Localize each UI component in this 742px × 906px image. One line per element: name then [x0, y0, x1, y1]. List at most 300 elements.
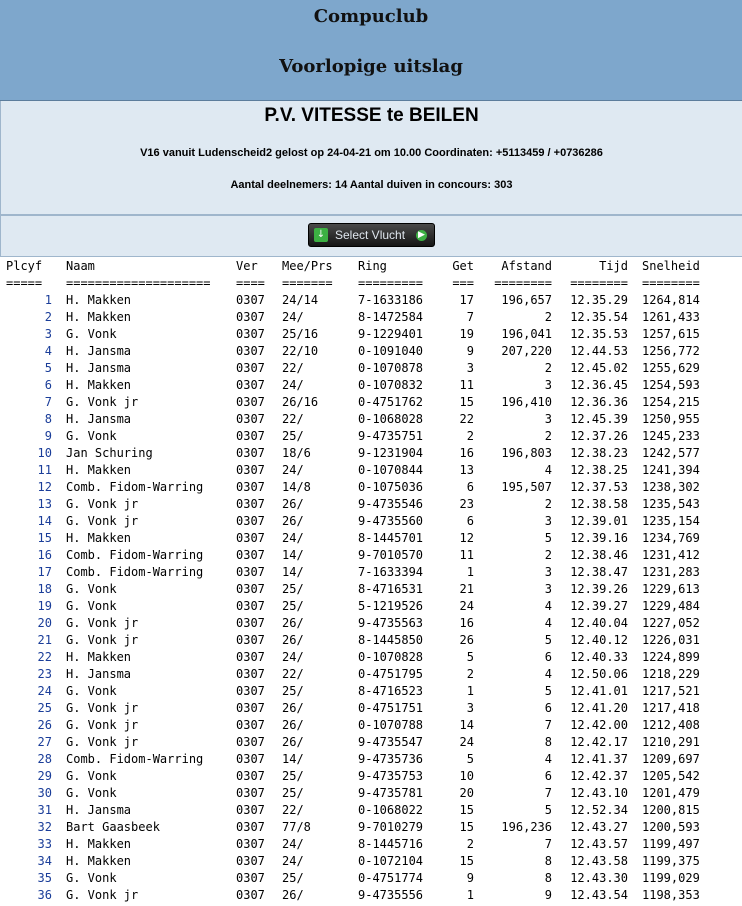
cell-mee-prs: 24/	[282, 310, 304, 324]
separator: =========	[358, 276, 424, 290]
table-row	[0, 343, 742, 360]
cell-plcyf: 12	[37, 480, 52, 494]
cell-snelheid: 1238,302	[642, 480, 700, 494]
cell-naam: G. Vonk jr	[66, 514, 139, 528]
cell-mee-prs: 25/	[282, 599, 304, 613]
cell-naam: H. Makken	[66, 310, 132, 324]
table-row	[0, 870, 742, 887]
cell-afstand: 4	[544, 599, 552, 613]
cell-ring: 8-1445701	[358, 531, 424, 545]
cell-tijd: 12.41.01	[570, 684, 628, 698]
cell-ring: 0-1070828	[358, 650, 424, 664]
cell-ring: 9-4735560	[358, 514, 424, 528]
cell-ring: 9-4735753	[358, 769, 424, 783]
cell-naam: H. Jansma	[66, 344, 132, 358]
cell-ver: 0307	[236, 497, 265, 511]
cell-tijd: 12.35.29	[570, 293, 628, 307]
cell-get: 14	[459, 718, 474, 732]
results-table	[0, 258, 742, 904]
cell-ver: 0307	[236, 378, 265, 392]
table-row	[0, 853, 742, 870]
cell-ver: 0307	[236, 327, 265, 341]
cell-mee-prs: 77/8	[282, 820, 311, 834]
cell-mee-prs: 24/	[282, 650, 304, 664]
association-title: P.V. VITESSE te BEILEN	[264, 105, 479, 126]
cell-naam: Jan Schuring	[66, 446, 153, 460]
table-row	[0, 819, 742, 836]
cell-plcyf: 29	[37, 769, 52, 783]
cell-ver: 0307	[236, 412, 265, 426]
cell-get: 16	[459, 446, 474, 460]
cell-ring: 8-1445850	[358, 633, 424, 647]
table-row	[0, 411, 742, 428]
cell-mee-prs: 26/	[282, 633, 304, 647]
cell-get: 19	[459, 327, 474, 341]
cell-afstand: 4	[544, 667, 552, 681]
table-separator-row	[0, 275, 742, 292]
cell-get: 6	[466, 480, 474, 494]
cell-naam: G. Vonk	[66, 599, 117, 613]
cell-naam: H. Jansma	[66, 803, 132, 817]
header-ring: Ring	[358, 259, 387, 273]
table-row	[0, 530, 742, 547]
cell-mee-prs: 26/	[282, 735, 304, 749]
cell-ring: 9-4735751	[358, 429, 424, 443]
cell-naam: G. Vonk jr	[66, 735, 139, 749]
cell-snelheid: 1205,542	[642, 769, 700, 783]
cell-snelheid: 1234,769	[642, 531, 700, 545]
cell-mee-prs: 25/	[282, 684, 304, 698]
cell-tijd: 12.38.25	[570, 463, 628, 477]
cell-plcyf: 10	[37, 446, 52, 460]
header-naam: Naam	[66, 259, 95, 273]
cell-afstand: 5	[544, 803, 552, 817]
cell-plcyf: 8	[44, 412, 52, 426]
table-row	[0, 836, 742, 853]
cell-ring: 5-1219526	[358, 599, 424, 613]
cell-get: 24	[459, 735, 474, 749]
cell-ring: 9-4735547	[358, 735, 424, 749]
cell-naam: G. Vonk jr	[66, 718, 139, 732]
cell-ring: 8-1472584	[358, 310, 424, 324]
cell-mee-prs: 14/	[282, 548, 304, 562]
cell-naam: G. Vonk	[66, 327, 117, 341]
cell-tijd: 12.45.02	[570, 361, 628, 375]
cell-naam: G. Vonk jr	[66, 616, 139, 630]
cell-get: 15	[459, 395, 474, 409]
cell-plcyf: 9	[44, 429, 52, 443]
cell-plcyf: 34	[37, 854, 52, 868]
cell-ver: 0307	[236, 684, 265, 698]
cell-tijd: 12.38.46	[570, 548, 628, 562]
cell-ver: 0307	[236, 548, 265, 562]
table-row	[0, 666, 742, 683]
cell-ver: 0307	[236, 871, 265, 885]
cell-snelheid: 1209,697	[642, 752, 700, 766]
cell-afstand: 5	[544, 531, 552, 545]
cell-ver: 0307	[236, 752, 265, 766]
cell-ring: 9-4735781	[358, 786, 424, 800]
cell-snelheid: 1231,412	[642, 548, 700, 562]
cell-get: 22	[459, 412, 474, 426]
cell-ring: 0-1068022	[358, 803, 424, 817]
cell-ver: 0307	[236, 718, 265, 732]
table-row	[0, 802, 742, 819]
cell-afstand: 196,236	[501, 820, 552, 834]
cell-ver: 0307	[236, 429, 265, 443]
separator: ===	[452, 276, 474, 290]
table-row	[0, 768, 742, 785]
cell-mee-prs: 18/6	[282, 446, 311, 460]
cell-afstand: 9	[544, 888, 552, 902]
cell-mee-prs: 22/	[282, 412, 304, 426]
cell-afstand: 3	[544, 582, 552, 596]
cell-snelheid: 1218,229	[642, 667, 700, 681]
cell-tijd: 12.43.30	[570, 871, 628, 885]
cell-snelheid: 1257,615	[642, 327, 700, 341]
cell-ver: 0307	[236, 293, 265, 307]
table-row	[0, 547, 742, 564]
cell-snelheid: 1256,772	[642, 344, 700, 358]
table-row	[0, 309, 742, 326]
cell-plcyf: 33	[37, 837, 52, 851]
cell-ver: 0307	[236, 599, 265, 613]
cell-get: 6	[466, 514, 474, 528]
cell-ver: 0307	[236, 531, 265, 545]
cell-naam: H. Jansma	[66, 361, 132, 375]
cell-get: 1	[466, 888, 474, 902]
cell-ring: 0-1070832	[358, 378, 424, 392]
cell-get: 24	[459, 599, 474, 613]
cell-snelheid: 1241,394	[642, 463, 700, 477]
header-ver: Ver	[236, 259, 258, 273]
cell-plcyf: 19	[37, 599, 52, 613]
cell-snelheid: 1200,593	[642, 820, 700, 834]
cell-afstand: 196,657	[501, 293, 552, 307]
cell-tijd: 12.42.00	[570, 718, 628, 732]
cell-tijd: 12.43.10	[570, 786, 628, 800]
cell-plcyf: 5	[44, 361, 52, 375]
cell-afstand: 196,041	[501, 327, 552, 341]
separator: ========	[570, 276, 628, 290]
cell-tijd: 12.45.39	[570, 412, 628, 426]
cell-afstand: 4	[544, 616, 552, 630]
cell-tijd: 12.38.23	[570, 446, 628, 460]
cell-ring: 7-1633394	[358, 565, 424, 579]
cell-get: 12	[459, 531, 474, 545]
separator: =====	[6, 276, 43, 290]
cell-snelheid: 1201,479	[642, 786, 700, 800]
cell-mee-prs: 25/	[282, 769, 304, 783]
cell-naam: Comb. Fidom-Warring	[66, 480, 204, 494]
cell-snelheid: 1210,291	[642, 735, 700, 749]
cell-naam: Bart Gaasbeek	[66, 820, 160, 834]
cell-plcyf: 30	[37, 786, 52, 800]
cell-get: 11	[459, 378, 474, 392]
cell-get: 9	[466, 344, 474, 358]
cell-mee-prs: 25/	[282, 582, 304, 596]
cell-ver: 0307	[236, 565, 265, 579]
table-row	[0, 445, 742, 462]
cell-plcyf: 22	[37, 650, 52, 664]
cell-mee-prs: 25/	[282, 786, 304, 800]
cell-tijd: 12.37.26	[570, 429, 628, 443]
cell-afstand: 2	[544, 548, 552, 562]
cell-snelheid: 1217,418	[642, 701, 700, 715]
cell-ver: 0307	[236, 854, 265, 868]
cell-tijd: 12.38.47	[570, 565, 628, 579]
cell-ver: 0307	[236, 480, 265, 494]
cell-afstand: 2	[544, 361, 552, 375]
cell-naam: Comb. Fidom-Warring	[66, 565, 204, 579]
cell-afstand: 207,220	[501, 344, 552, 358]
cell-ring: 8-1445716	[358, 837, 424, 851]
cell-ver: 0307	[236, 463, 265, 477]
cell-ver: 0307	[236, 650, 265, 664]
cell-ring: 0-4751762	[358, 395, 424, 409]
cell-ring: 9-4735736	[358, 752, 424, 766]
cell-mee-prs: 24/14	[282, 293, 319, 307]
cell-mee-prs: 25/	[282, 871, 304, 885]
cell-plcyf: 26	[37, 718, 52, 732]
cell-afstand: 196,803	[501, 446, 552, 460]
cell-plcyf: 4	[44, 344, 52, 358]
cell-naam: G. Vonk	[66, 769, 117, 783]
cell-afstand: 6	[544, 769, 552, 783]
cell-get: 1	[466, 565, 474, 579]
cell-ver: 0307	[236, 633, 265, 647]
table-row	[0, 479, 742, 496]
cell-ver: 0307	[236, 888, 265, 902]
select-flight-button[interactable]	[308, 223, 435, 247]
cell-ver: 0307	[236, 820, 265, 834]
cell-ver: 0307	[236, 310, 265, 324]
cell-plcyf: 35	[37, 871, 52, 885]
cell-tijd: 12.41.37	[570, 752, 628, 766]
table-row	[0, 394, 742, 411]
cell-afstand: 195,507	[501, 480, 552, 494]
cell-afstand: 4	[544, 752, 552, 766]
cell-get: 2	[466, 429, 474, 443]
cell-get: 15	[459, 803, 474, 817]
cell-mee-prs: 14/	[282, 565, 304, 579]
participants-summary: Aantal deelnemers: 14 Aantal duiven in concours: 303	[230, 179, 513, 191]
cell-afstand: 8	[544, 735, 552, 749]
table-row	[0, 734, 742, 751]
cell-afstand: 7	[544, 718, 552, 732]
page-subtitle: Voorlopige uitslag	[279, 56, 463, 77]
table-row	[0, 377, 742, 394]
cell-get: 15	[459, 854, 474, 868]
download-icon: ↓	[314, 228, 328, 242]
cell-naam: G. Vonk	[66, 429, 117, 443]
cell-tijd: 12.42.37	[570, 769, 628, 783]
cell-ring: 0-1091040	[358, 344, 424, 358]
table-row	[0, 683, 742, 700]
cell-get: 26	[459, 633, 474, 647]
cell-plcyf: 28	[37, 752, 52, 766]
cell-tijd: 12.38.58	[570, 497, 628, 511]
cell-mee-prs: 25/16	[282, 327, 319, 341]
cell-plcyf: 6	[44, 378, 52, 392]
cell-ver: 0307	[236, 361, 265, 375]
cell-tijd: 12.40.33	[570, 650, 628, 664]
cell-snelheid: 1224,899	[642, 650, 700, 664]
header-get: Get	[452, 259, 474, 273]
cell-mee-prs: 26/	[282, 514, 304, 528]
cell-naam: H. Jansma	[66, 667, 132, 681]
cell-ver: 0307	[236, 837, 265, 851]
cell-ver: 0307	[236, 616, 265, 630]
cell-ver: 0307	[236, 514, 265, 528]
cell-naam: H. Makken	[66, 854, 132, 868]
table-row	[0, 462, 742, 479]
cell-ring: 9-7010279	[358, 820, 424, 834]
cell-mee-prs: 24/	[282, 837, 304, 851]
table-row	[0, 785, 742, 802]
cell-plcyf: 1	[44, 293, 52, 307]
cell-naam: H. Makken	[66, 531, 132, 545]
cell-plcyf: 11	[37, 463, 52, 477]
table-row	[0, 581, 742, 598]
cell-snelheid: 1227,052	[642, 616, 700, 630]
cell-plcyf: 24	[37, 684, 52, 698]
cell-snelheid: 1245,233	[642, 429, 700, 443]
table-row	[0, 360, 742, 377]
cell-tijd: 12.40.12	[570, 633, 628, 647]
table-row	[0, 887, 742, 904]
cell-ring: 8-4716523	[358, 684, 424, 698]
page-header	[0, 0, 742, 101]
cell-snelheid: 1255,629	[642, 361, 700, 375]
cell-tijd: 12.37.53	[570, 480, 628, 494]
cell-naam: H. Makken	[66, 293, 132, 307]
cell-tijd: 12.52.34	[570, 803, 628, 817]
header-mee-prs: Mee/Prs	[282, 259, 333, 273]
cell-plcyf: 23	[37, 667, 52, 681]
cell-snelheid: 1242,577	[642, 446, 700, 460]
cell-mee-prs: 24/	[282, 854, 304, 868]
cell-afstand: 5	[544, 633, 552, 647]
cell-get: 23	[459, 497, 474, 511]
cell-afstand: 3	[544, 412, 552, 426]
cell-naam: H. Makken	[66, 463, 132, 477]
cell-afstand: 7	[544, 786, 552, 800]
cell-get: 21	[459, 582, 474, 596]
cell-plcyf: 3	[44, 327, 52, 341]
table-row	[0, 598, 742, 615]
table-row	[0, 751, 742, 768]
table-row	[0, 632, 742, 649]
cell-afstand: 3	[544, 514, 552, 528]
cell-snelheid: 1199,029	[642, 871, 700, 885]
cell-mee-prs: 26/	[282, 616, 304, 630]
cell-afstand: 6	[544, 701, 552, 715]
cell-naam: G. Vonk jr	[66, 395, 139, 409]
cell-snelheid: 1235,543	[642, 497, 700, 511]
cell-ring: 9-7010570	[358, 548, 424, 562]
table-row	[0, 564, 742, 581]
cell-tijd: 12.42.17	[570, 735, 628, 749]
cell-get: 1	[466, 684, 474, 698]
cell-ring: 7-1633186	[358, 293, 424, 307]
cell-snelheid: 1261,433	[642, 310, 700, 324]
cell-plcyf: 25	[37, 701, 52, 715]
cell-ring: 9-4735563	[358, 616, 424, 630]
cell-afstand: 5	[544, 684, 552, 698]
cell-get: 17	[459, 293, 474, 307]
cell-snelheid: 1254,215	[642, 395, 700, 409]
cell-tijd: 12.44.53	[570, 344, 628, 358]
flight-info-panel	[0, 101, 742, 215]
cell-plcyf: 13	[37, 497, 52, 511]
cell-naam: Comb. Fidom-Warring	[66, 752, 204, 766]
cell-mee-prs: 26/16	[282, 395, 319, 409]
cell-plcyf: 27	[37, 735, 52, 749]
cell-get: 7	[466, 310, 474, 324]
cell-afstand: 2	[544, 497, 552, 511]
cell-ver: 0307	[236, 344, 265, 358]
cell-snelheid: 1200,815	[642, 803, 700, 817]
cell-get: 2	[466, 837, 474, 851]
cell-ver: 0307	[236, 701, 265, 715]
cell-get: 15	[459, 820, 474, 834]
cell-ring: 0-1068028	[358, 412, 424, 426]
cell-mee-prs: 22/	[282, 361, 304, 375]
header-plcyf: Plcyf	[6, 259, 43, 273]
separator: ========	[494, 276, 552, 290]
cell-mee-prs: 24/	[282, 378, 304, 392]
cell-snelheid: 1229,484	[642, 599, 700, 613]
cell-ring: 9-4735556	[358, 888, 424, 902]
cell-get: 3	[466, 701, 474, 715]
cell-mee-prs: 24/	[282, 531, 304, 545]
cell-tijd: 12.35.53	[570, 327, 628, 341]
header-snelheid: Snelheid	[642, 259, 700, 273]
cell-snelheid: 1250,955	[642, 412, 700, 426]
button-bar	[0, 215, 742, 257]
table-row	[0, 428, 742, 445]
cell-ver: 0307	[236, 735, 265, 749]
separator: ========	[642, 276, 700, 290]
cell-ring: 0-1072104	[358, 854, 424, 868]
cell-ring: 0-4751751	[358, 701, 424, 715]
cell-tijd: 12.39.01	[570, 514, 628, 528]
cell-get: 20	[459, 786, 474, 800]
cell-mee-prs: 26/	[282, 888, 304, 902]
cell-tijd: 12.43.57	[570, 837, 628, 851]
cell-snelheid: 1199,375	[642, 854, 700, 868]
cell-ver: 0307	[236, 582, 265, 596]
cell-ring: 0-4751774	[358, 871, 424, 885]
separator: =======	[282, 276, 333, 290]
cell-mee-prs: 26/	[282, 497, 304, 511]
cell-afstand: 2	[544, 310, 552, 324]
cell-tijd: 12.39.16	[570, 531, 628, 545]
cell-naam: G. Vonk	[66, 582, 117, 596]
cell-afstand: 2	[544, 429, 552, 443]
cell-ver: 0307	[236, 786, 265, 800]
cell-naam: G. Vonk jr	[66, 701, 139, 715]
cell-afstand: 7	[544, 837, 552, 851]
cell-ring: 0-1070788	[358, 718, 424, 732]
cell-ring: 9-4735546	[358, 497, 424, 511]
cell-snelheid: 1198,353	[642, 888, 700, 902]
arrow-right-icon: ▶	[416, 230, 427, 241]
cell-snelheid: 1226,031	[642, 633, 700, 647]
cell-afstand: 8	[544, 871, 552, 885]
cell-ring: 0-1075036	[358, 480, 424, 494]
